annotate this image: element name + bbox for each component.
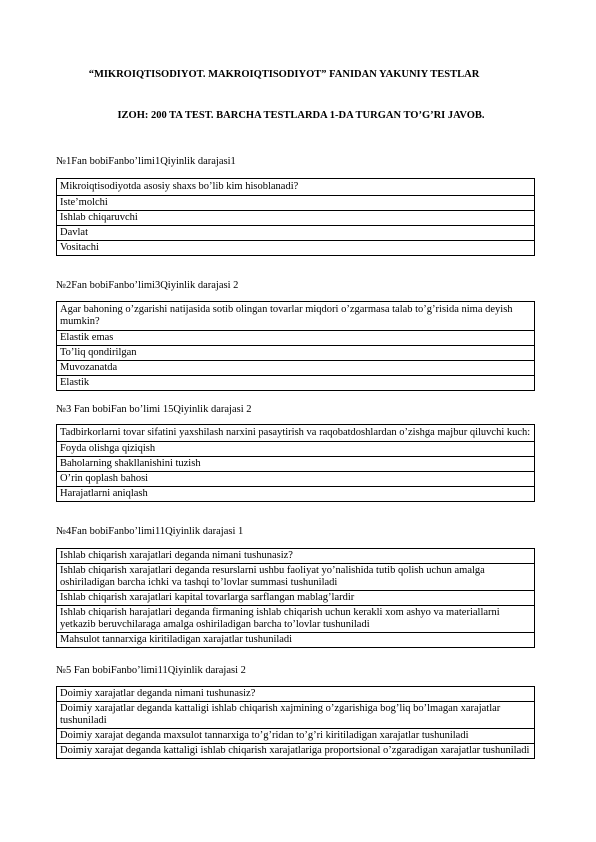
answer-cell: Doimiy xarajatlar deganda kattaligi ishlab chiqarish xajmining o’zgarishiga bog’liq bo’lmagan xarajatlar tushuniladi — [57, 702, 535, 729]
answer-cell: Doimiy xarajat deganda kattaligi ishlab chiqarish xarajatlariga proportsional o’zgaradigan xarajatlar tushuniladi — [57, 744, 535, 759]
answer-cell: Elastik emas — [57, 331, 535, 346]
answer-cell: O’rin qoplash bahosi — [57, 472, 535, 487]
question-5-table — [56, 686, 535, 759]
question-2-table — [56, 301, 535, 391]
question-2-header: №2Fan bobiFanbo’limi3Qiyinlik darajasi 2 — [56, 280, 239, 291]
answer-cell: Harajatlarni aniqlash — [57, 487, 535, 502]
question-4-text: Ishlab chiqarish xarajatlari deganda nimani tushunasiz? — [57, 549, 535, 564]
answer-cell: Mahsulot tannarxiga kiritiladigan xarajatlar tushuniladi — [57, 633, 535, 648]
question-1-text: Mikroiqtisodiyotda asosiy shaxs bo’lib kim hisoblanadi? — [57, 179, 535, 196]
question-3-header: №3 Fan bobiFan bo’limi 15Qiyinlik darajasi 2 — [56, 404, 252, 415]
answer-cell: Foyda olishga qiziqish — [57, 442, 535, 457]
answer-cell: Doimiy xarajat deganda maxsulot tannarxiga to’g’ridan to’g’ri kiritiladigan xarajatlar tushuniladi — [57, 729, 535, 744]
answer-cell: Ishlab chiqarish harajatlari deganda firmaning ishlab chiqarish uchun kerakli xom ashyo va materiallarni yetkazib beruvchilaraga amalga oshiriladigan barcha to’lovlar tushuniladi — [57, 606, 535, 633]
answer-cell: Ishlab chiqarish xarajatlari kapital tovarlarga sarflangan mablag’lardir — [57, 591, 535, 606]
answer-cell: Ishlab chiqarish xarajatlari deganda resurslarni ushbu faoliyat yo’nalishida tutib qolish uchun amalga oshiriladigan barcha ichki va tashqi to’lovlar summasi tushuniladi — [57, 564, 535, 591]
question-1-header: №1Fan bobiFanbo’limi1Qiyinlik darajasi1 — [56, 156, 236, 167]
question-5-text: Doimiy xarajatlar deganda nimani tushunasiz? — [57, 687, 535, 702]
answer-cell: Ishlab chiqaruvchi — [57, 211, 535, 226]
document-subtitle: IZOH: 200 TA TEST. BARCHA TESTLARDA 1-DA TURGAN TO’G’RI JAVOB. — [117, 110, 485, 121]
answer-cell: Baholarning shakllanishini tuzish — [57, 457, 535, 472]
question-4-header: №4Fan bobiFanbo’limi11Qiyinlik darajasi 1 — [56, 526, 244, 537]
answer-cell: Iste’molchi — [57, 196, 535, 211]
document-title: “MIKROIQTISODIYOT. MAKROIQTISODIYOT” FANIDAN YAKUNIY TESTLAR — [88, 69, 480, 80]
answer-cell: Elastik — [57, 376, 535, 391]
question-4-table — [56, 548, 535, 648]
question-5-header: №5 Fan bobiFanbo’limi11Qiyinlik darajasi 2 — [56, 665, 246, 676]
answer-cell: Davlat — [57, 226, 535, 241]
question-3-table — [56, 424, 535, 502]
answer-cell: Muvozanatda — [57, 361, 535, 376]
answer-cell: To’liq qondirilgan — [57, 346, 535, 361]
answer-cell: Vositachi — [57, 241, 535, 256]
question-3-text: Tadbirkorlarni tovar sifatini yaxshilash narxini pasaytirish va raqobatdoshlardan o’zishga majbur qiluvchi kuch: — [57, 425, 535, 442]
question-2-text: Agar bahoning o’zgarishi natijasida sotib olingan tovarlar miqdori o’zgarmasa talab to’g’risida nima deyish mumkin? — [57, 302, 535, 331]
question-1-table — [56, 178, 535, 256]
